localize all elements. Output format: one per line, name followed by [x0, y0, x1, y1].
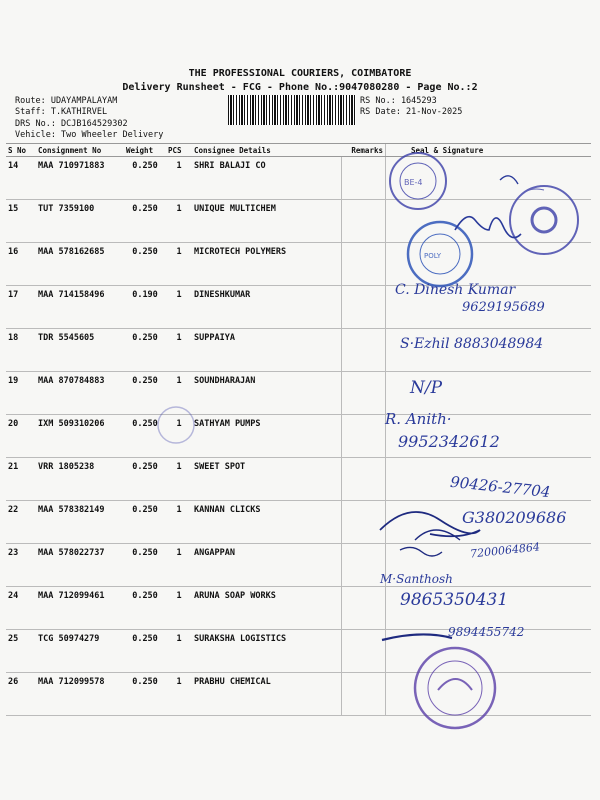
- hand-phone-17: 9629195689: [462, 300, 545, 315]
- cell-pcs: 1: [166, 544, 192, 587]
- cell-remarks: [341, 544, 386, 587]
- hand-phone-22: G380209686: [462, 508, 567, 527]
- cell-weight: 0.250: [124, 630, 166, 673]
- cell-sno: 18: [6, 329, 36, 372]
- cell-signature: [386, 243, 592, 286]
- cell-consignment: TDR 5545605: [36, 329, 124, 372]
- cell-consignment: VRR 1805238: [36, 458, 124, 501]
- barcode: [228, 95, 356, 125]
- col-pcs: PCS: [166, 144, 192, 157]
- cell-remarks: [341, 329, 386, 372]
- hand-note-19: N/P: [410, 378, 443, 398]
- cell-consignment: IXM 509310206: [36, 415, 124, 458]
- cell-consignment: MAA 714158496: [36, 286, 124, 329]
- table-row: [6, 415, 591, 458]
- cell-consignee: KANNAN CLICKS: [192, 501, 341, 544]
- cell-pcs: 1: [166, 157, 192, 200]
- cell-sno: 25: [6, 630, 36, 673]
- col-signature: Seal & Signature: [386, 144, 592, 157]
- cell-consignee: MICROTECH POLYMERS: [192, 243, 341, 286]
- hand-phone-23: 7200064864: [469, 540, 541, 561]
- cell-sno: 23: [6, 544, 36, 587]
- cell-remarks: [341, 415, 386, 458]
- cell-signature: [386, 673, 592, 716]
- hand-signature-18: S·Ezhil 8883048984: [400, 336, 544, 352]
- cell-weight: 0.250: [124, 587, 166, 630]
- cell-weight: 0.250: [124, 157, 166, 200]
- cell-sno: 17: [6, 286, 36, 329]
- cell-remarks: [341, 630, 386, 673]
- cell-signature: [386, 157, 592, 200]
- col-consignment: Consignment No: [36, 144, 124, 157]
- cell-consignee: SOUNDHARAJAN: [192, 372, 341, 415]
- cell-consignment: TCG 50974279: [36, 630, 124, 673]
- cell-consignee: PRABHU CHEMICAL: [192, 673, 341, 716]
- cell-consignment: MAA 870784883: [36, 372, 124, 415]
- cell-remarks: [341, 286, 386, 329]
- cell-remarks: [341, 243, 386, 286]
- hand-phone-25: 9894455742: [448, 625, 525, 639]
- cell-pcs: 1: [166, 329, 192, 372]
- cell-pcs: 1: [166, 630, 192, 673]
- cell-weight: 0.250: [124, 329, 166, 372]
- cell-consignee: UNIQUE MULTICHEM: [192, 200, 341, 243]
- cell-remarks: [341, 200, 386, 243]
- cell-consignment: MAA 710971883: [36, 157, 124, 200]
- cell-sno: 15: [6, 200, 36, 243]
- cell-remarks: [341, 673, 386, 716]
- hand-signature-20: R. Anith·: [385, 410, 452, 428]
- cell-weight: 0.250: [124, 544, 166, 587]
- hand-phone-20: 9952342612: [398, 432, 500, 451]
- rs-number: RS No.: 1645293: [360, 96, 437, 106]
- cell-consignee: SURAKSHA LOGISTICS: [192, 630, 341, 673]
- drs-number: DRS No.: DCJB164529302: [15, 119, 128, 129]
- cell-weight: 0.190: [124, 286, 166, 329]
- cell-consignment: MAA 578162685: [36, 243, 124, 286]
- staff-label: Staff: T.KATHIRVEL: [15, 107, 108, 117]
- table-header-row: [6, 144, 591, 157]
- cell-pcs: 1: [166, 458, 192, 501]
- cell-sno: 22: [6, 501, 36, 544]
- cell-remarks: [341, 587, 386, 630]
- svg-text:POLY: POLY: [424, 252, 441, 260]
- vehicle-label: Vehicle: Two Wheeler Delivery: [15, 130, 164, 140]
- cell-consignment: MAA 712099578: [36, 673, 124, 716]
- cell-sno: 16: [6, 243, 36, 286]
- table-row: [6, 243, 591, 286]
- cell-weight: 0.250: [124, 501, 166, 544]
- cell-weight: 0.250: [124, 415, 166, 458]
- cell-consignee: SATHYAM PUMPS: [192, 415, 341, 458]
- table-row: [6, 157, 591, 200]
- cell-weight: 0.250: [124, 673, 166, 716]
- cell-pcs: 1: [166, 200, 192, 243]
- cell-remarks: [341, 157, 386, 200]
- cell-consignee: ARUNA SOAP WORKS: [192, 587, 341, 630]
- svg-text:BE-4: BE-4: [404, 178, 423, 187]
- cell-weight: 0.250: [124, 200, 166, 243]
- col-weight: Weight: [124, 144, 166, 157]
- cell-signature: [386, 200, 592, 243]
- company-title: THE PROFESSIONAL COURIERS, COIMBATORE: [188, 68, 412, 79]
- cell-pcs: 1: [166, 673, 192, 716]
- cell-pcs: 1: [166, 415, 192, 458]
- col-consignee: Consignee Details: [192, 144, 341, 157]
- cell-pcs: 1: [166, 372, 192, 415]
- cell-sno: 24: [6, 587, 36, 630]
- col-sno: S No: [6, 144, 36, 157]
- cell-sno: 14: [6, 157, 36, 200]
- runsheet-title: Delivery Runsheet - FCG - Phone No.:9047080280 - Page No.:2: [122, 82, 478, 93]
- cell-weight: 0.250: [124, 372, 166, 415]
- hand-phone-21: 90426-27704: [449, 472, 552, 502]
- table-row: [6, 673, 591, 716]
- table-row: [6, 200, 591, 243]
- cell-pcs: 1: [166, 587, 192, 630]
- cell-pcs: 1: [166, 501, 192, 544]
- cell-remarks: [341, 501, 386, 544]
- cell-consignment: MAA 578022737: [36, 544, 124, 587]
- cell-consignee: SUPPAIYA: [192, 329, 341, 372]
- hand-phone-24: 9865350431: [400, 590, 509, 610]
- cell-consignment: TUT 7359100: [36, 200, 124, 243]
- hand-signature-17: C. Dinesh Kumar: [395, 282, 516, 298]
- cell-consignment: MAA 712099461: [36, 587, 124, 630]
- cell-remarks: [341, 372, 386, 415]
- cell-sno: 19: [6, 372, 36, 415]
- cell-weight: 0.250: [124, 458, 166, 501]
- cell-consignee: SHRI BALAJI CO: [192, 157, 341, 200]
- cell-weight: 0.250: [124, 243, 166, 286]
- col-remarks: Remarks: [341, 144, 386, 157]
- cell-pcs: 1: [166, 286, 192, 329]
- cell-consignment: MAA 578382149: [36, 501, 124, 544]
- rs-date: RS Date: 21-Nov-2025: [360, 107, 463, 117]
- cell-consignee: SWEET SPOT: [192, 458, 341, 501]
- table-row: [6, 372, 591, 415]
- hand-signature-24: M·Santhosh: [380, 572, 453, 586]
- route-label: Route: UDAYAMPALAYAM: [15, 96, 118, 106]
- cell-pcs: 1: [166, 243, 192, 286]
- cell-consignee: ANGAPPAN: [192, 544, 341, 587]
- cell-sno: 21: [6, 458, 36, 501]
- cell-remarks: [341, 458, 386, 501]
- cell-sno: 20: [6, 415, 36, 458]
- cell-sno: 26: [6, 673, 36, 716]
- cell-consignee: DINESHKUMAR: [192, 286, 341, 329]
